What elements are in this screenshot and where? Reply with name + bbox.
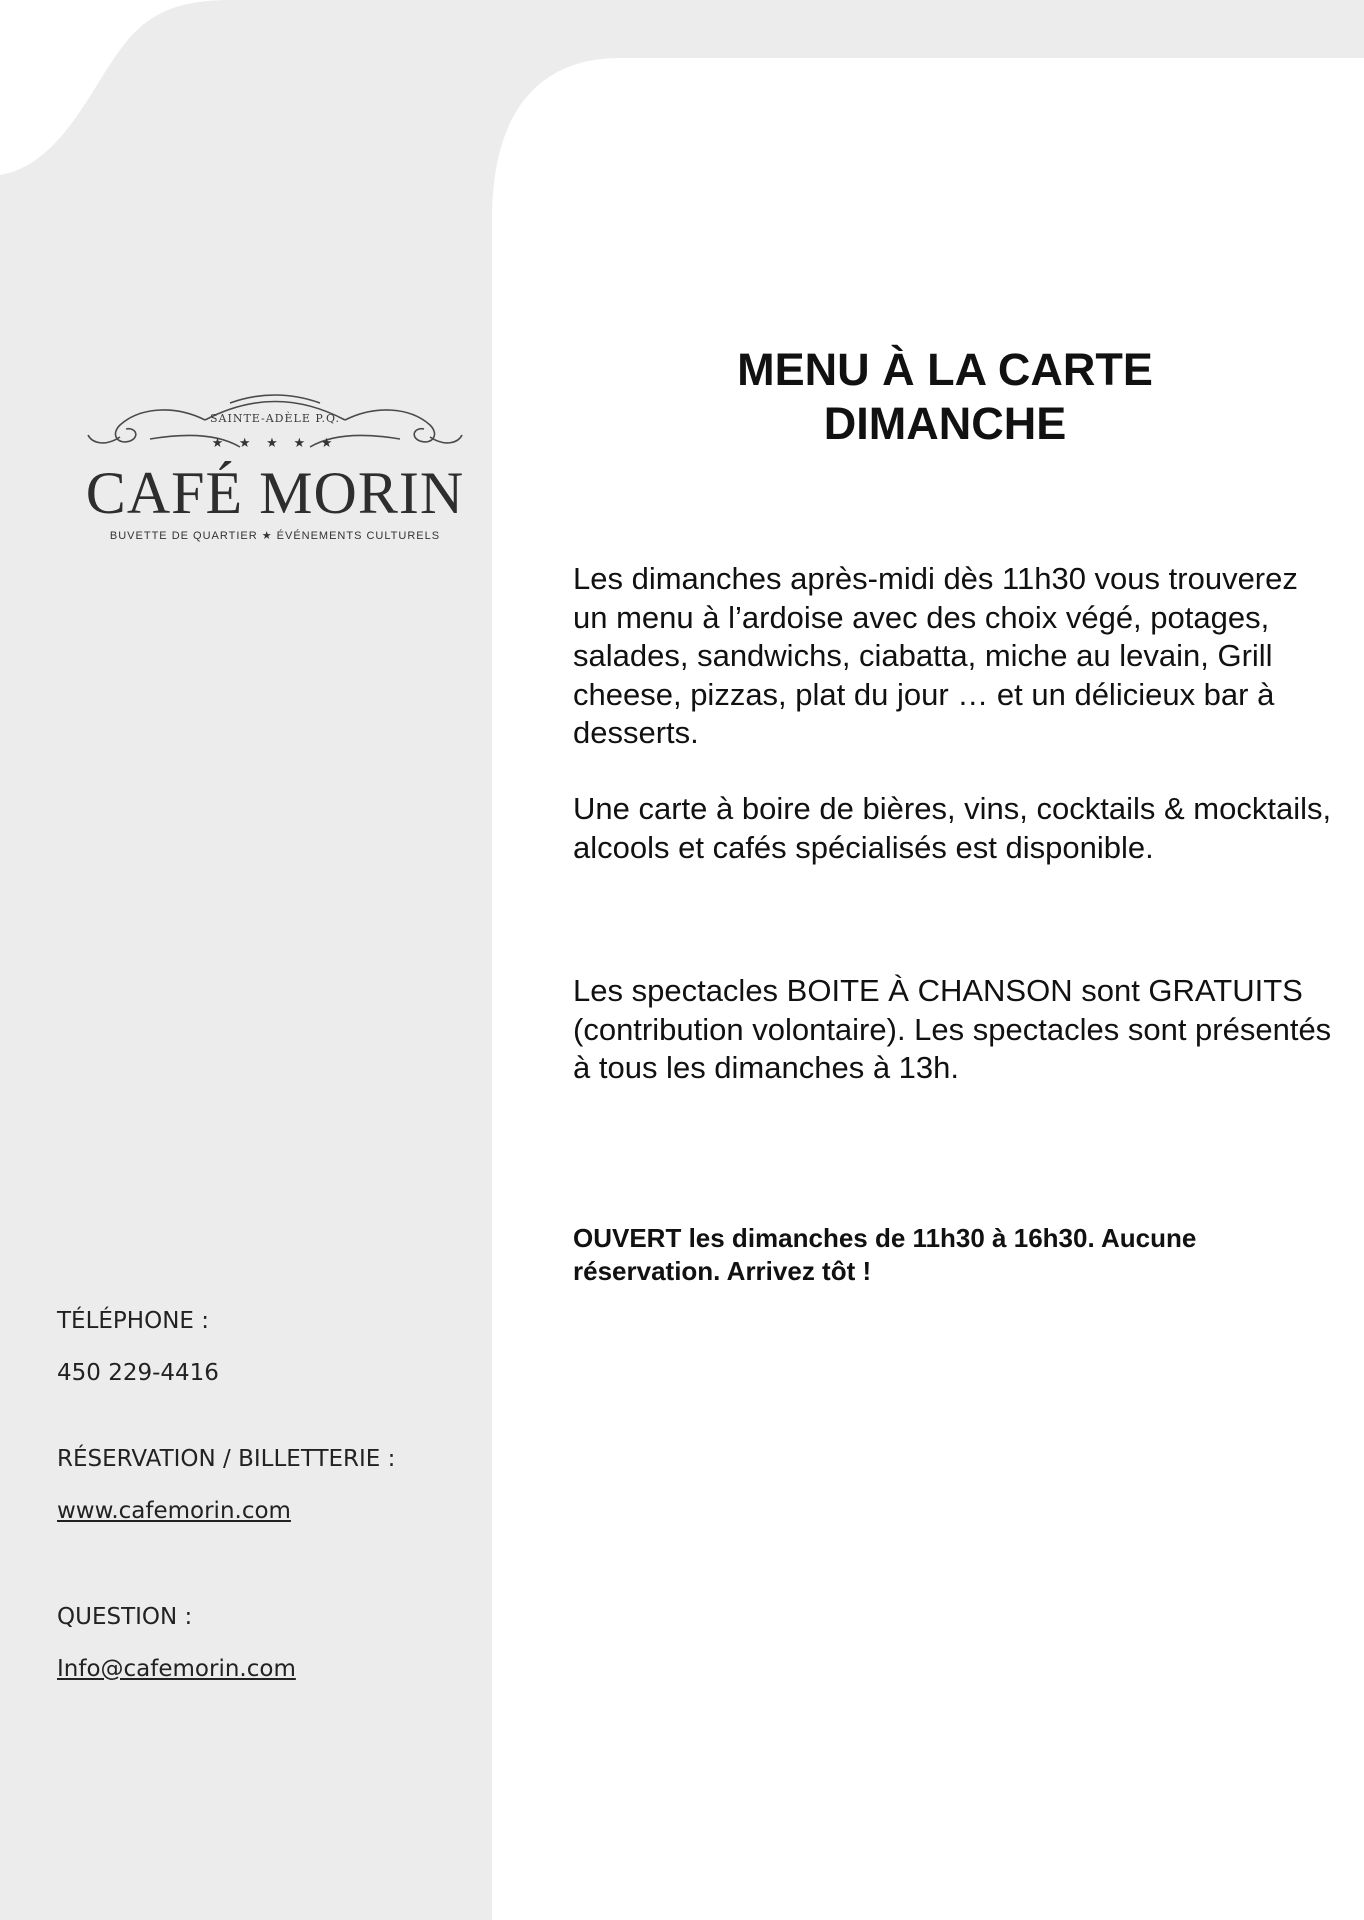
email-link[interactable]: Info@cafemorin.com bbox=[57, 1656, 296, 1682]
question-label: QUESTION : bbox=[57, 1604, 193, 1630]
shows-description: Les spectacles BOITE À CHANSON sont GRATUITS (contribution volontaire). Les spectacles sont présentés à tous les dimanches à 13h. bbox=[573, 973, 1332, 1085]
menu-description: Les dimanches après-midi dès 11h30 vous trouverez un menu à l’ardoise avec des choix végé, potages, salades, sandwichs, ciabatta, miche au levain, Grill cheese, pizzas, plat du jour … et un délicieux bar à desserts. bbox=[573, 561, 1298, 750]
page-subtitle: DIMANCHE bbox=[823, 398, 1067, 449]
page-title: MENU À LA CARTE bbox=[737, 344, 1153, 395]
hours-notice: OUVERT les dimanches de 11h30 à 16h30. Aucune réservation. Arrivez tôt ! bbox=[573, 1223, 1197, 1286]
cafe-morin-logo bbox=[80, 385, 470, 550]
phone-number: 450 229-4416 bbox=[57, 1360, 219, 1386]
reservation-label: RÉSERVATION / BILLETTERIE : bbox=[57, 1446, 396, 1472]
logo-name: CAFÉ MORIN bbox=[85, 460, 465, 526]
logo-location: SAINTE-ADÈLE P.Q. bbox=[210, 412, 340, 425]
drinks-description: Une carte à boire de bières, vins, cocktails & mocktails, alcools et cafés spécialisés est disponible. bbox=[573, 791, 1332, 865]
phone-label: TÉLÉPHONE : bbox=[57, 1308, 209, 1334]
logo-tagline: BUVETTE DE QUARTIER ★ ÉVÉNEMENTS CULTURELS bbox=[109, 530, 441, 542]
logo-stars: ★ ★ ★ ★ ★ bbox=[211, 435, 339, 450]
website-link[interactable]: www.cafemorin.com bbox=[57, 1498, 291, 1524]
